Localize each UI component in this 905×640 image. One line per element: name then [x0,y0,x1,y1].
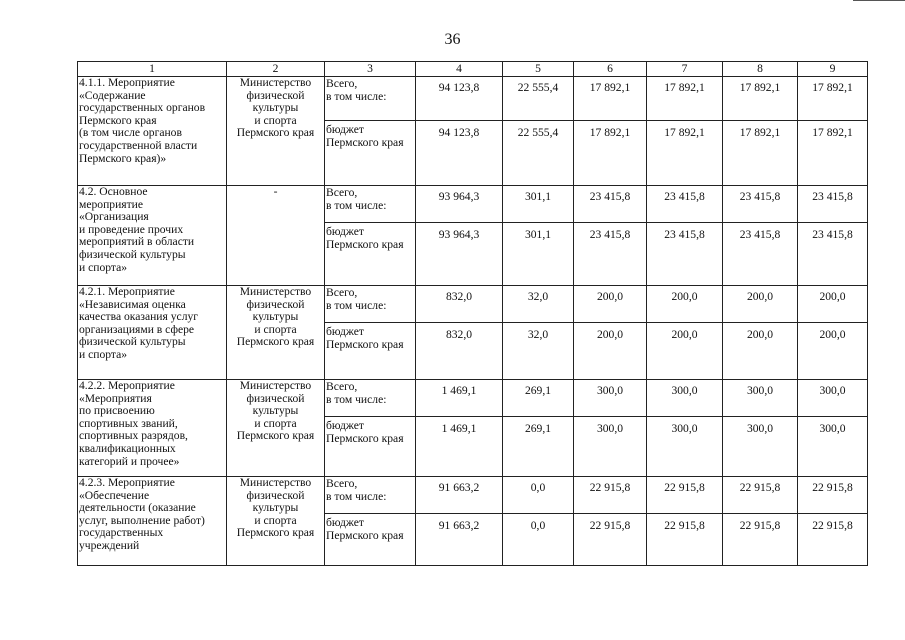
amount-cell: 91 663,2 [416,477,503,514]
amount-cell: 200,0 [574,323,647,380]
text-line: бюджет [326,419,364,432]
text-line: культуры [252,310,299,324]
column-number: 6 [574,62,647,77]
text-line: физической [246,88,305,102]
text-line: Министерство [239,285,312,298]
text-line: по присвоению [79,404,155,418]
amount-cell: 17 892,1 [798,121,868,186]
amount-cell: 17 892,1 [574,121,647,186]
column-number: 8 [723,62,798,77]
funding-source-cell [325,514,416,566]
funding-source-cell [325,477,416,514]
amount-cell: 200,0 [647,286,723,323]
text-line: Всего, [326,477,358,490]
text-line: мероприятий в области [79,235,195,249]
text-line: деятельности (оказание [79,501,196,515]
text-line: мероприятие [79,197,144,211]
amount-cell: 1 469,1 [416,380,503,417]
amount-cell: 300,0 [574,380,647,417]
text-line: 4.2.3. Мероприятие [79,476,175,489]
table-row-total [78,286,868,323]
amount-cell: 17 892,1 [723,77,798,121]
text-line: «Организация [79,210,149,224]
funding-source-cell [325,286,416,323]
amount-cell: 300,0 [798,380,868,417]
amount-cell: 32,0 [503,323,574,380]
page-edge-mark [853,0,905,3]
text-line: в том числе: [326,198,387,212]
amount-cell: 32,0 [503,286,574,323]
text-line: «Обеспечение [79,488,150,502]
amount-cell: 200,0 [723,286,798,323]
column-number: 3 [325,62,416,77]
text-line: государственной власти [79,138,198,152]
text-line: Пермского края [236,429,315,443]
table-row-total [78,477,868,514]
funding-source-cell [325,417,416,477]
amount-cell: 300,0 [574,417,647,477]
executor-cell [227,380,325,477]
text-line: услуг, выполнение работ) [79,513,205,527]
text-line: физической культуры [79,247,186,261]
amount-cell: 300,0 [723,380,798,417]
text-line: и спорта» [79,260,128,274]
amount-cell: 301,1 [503,186,574,223]
amount-cell: 0,0 [503,514,574,566]
amount-cell: 17 892,1 [798,77,868,121]
budget-table [77,61,868,566]
text-line: бюджет [326,225,364,238]
table-row-total [78,186,868,223]
amount-cell: 17 892,1 [723,121,798,186]
executor-cell [227,77,325,186]
column-number: 4 [416,62,503,77]
text-line: «Мероприятия [79,391,152,405]
text-line: Всего, [326,380,358,393]
amount-cell: 200,0 [574,286,647,323]
column-number: 2 [227,62,325,77]
text-line: спортивных разрядов, [79,429,188,443]
text-line: культуры [252,101,299,115]
text-line: в том числе: [326,392,387,406]
amount-cell: 0,0 [503,477,574,514]
executor-cell [227,477,325,566]
text-line: Министерство [239,476,312,489]
text-line: Пермского края [326,237,404,251]
amount-cell: 200,0 [798,286,868,323]
text-line: бюджет [326,325,364,338]
text-line: «Независимая оценка [79,297,186,311]
text-line: (в том числе органов [79,126,182,140]
text-line: культуры [252,404,299,418]
amount-cell: 94 123,8 [416,121,503,186]
text-line: государственных органов [79,101,206,115]
text-line: учреждений [79,538,140,552]
amount-cell: 22 915,8 [574,477,647,514]
text-line: Министерство [239,76,312,89]
column-number: 5 [503,62,574,77]
amount-cell: 22 915,8 [798,477,868,514]
amount-cell: 17 892,1 [647,121,723,186]
activity-name-cell [78,286,227,380]
text-line: в том числе: [326,89,387,103]
table-row-total [78,380,868,417]
table-row-total [78,77,868,121]
text-line: Всего, [326,286,358,299]
text-line: Пермского края [236,335,315,349]
executor-cell [227,186,325,286]
activity-name-cell [78,186,227,286]
amount-cell: 22 555,4 [503,77,574,121]
amount-cell: 93 964,3 [416,223,503,286]
amount-cell: 269,1 [503,380,574,417]
column-number: 9 [798,62,868,77]
text-line: Пермского края [326,528,404,542]
amount-cell: 23 415,8 [574,223,647,286]
text-line: организациями в сфере [79,322,195,336]
activity-name-cell [78,77,227,186]
text-line: качества оказания услуг [79,310,199,324]
table-body [78,77,868,566]
amount-cell: 17 892,1 [574,77,647,121]
activity-name-cell [78,477,227,566]
text-line: Всего, [326,77,358,90]
text-line: и спорта [254,113,297,127]
amount-cell: 832,0 [416,323,503,380]
text-line: Пермского края [79,113,157,127]
text-line: физической [246,297,305,311]
amount-cell: 22 915,8 [723,477,798,514]
text-line: в том числе: [326,489,387,503]
text-line: и спорта [254,513,297,527]
text-line: в том числе: [326,298,387,312]
amount-cell: 94 123,8 [416,77,503,121]
column-number: 7 [647,62,723,77]
amount-cell: 200,0 [647,323,723,380]
amount-cell: 300,0 [798,417,868,477]
funding-source-cell [325,186,416,223]
amount-cell: 269,1 [503,417,574,477]
text-line: государственных [79,526,164,540]
funding-source-cell [325,323,416,380]
amount-cell: 832,0 [416,286,503,323]
funding-source-cell [325,380,416,417]
text-line: бюджет [326,123,364,136]
funding-source-cell [325,77,416,121]
page-number: 36 [444,31,461,48]
amount-cell: 17 892,1 [647,77,723,121]
text-line: квалификационных [79,441,176,455]
text-line: спортивных званий, [79,416,178,430]
amount-cell: 93 964,3 [416,186,503,223]
amount-cell: 1 469,1 [416,417,503,477]
amount-cell: 23 415,8 [723,186,798,223]
executor-cell [227,286,325,380]
amount-cell: 23 415,8 [647,223,723,286]
text-line: Пермского края [236,126,315,140]
amount-cell: 23 415,8 [798,186,868,223]
amount-cell: 91 663,2 [416,514,503,566]
amount-cell: 23 415,8 [574,186,647,223]
funding-source-cell [325,121,416,186]
amount-cell: 22 555,4 [503,121,574,186]
amount-cell: 23 415,8 [647,186,723,223]
text-line: физической [246,391,305,405]
text-line: физической [246,488,305,502]
amount-cell: 22 915,8 [647,477,723,514]
text-line: «Содержание [79,88,146,102]
funding-source-cell [325,223,416,286]
amount-cell: 23 415,8 [798,223,868,286]
text-line: 4.2.2. Мероприятие [79,379,175,392]
text-line: бюджет [326,516,364,529]
amount-cell: 300,0 [723,417,798,477]
text-line: Пермского края)» [79,151,167,165]
amount-cell: 200,0 [798,323,868,380]
text-line: 4.1.1. Мероприятие [79,76,175,89]
text-line: Пермского края [326,337,404,351]
text-line: Пермского края [236,526,315,540]
column-number-row [78,62,868,77]
column-number: 1 [78,62,227,77]
text-line: и проведение прочих [79,222,184,236]
text-line: культуры [252,501,299,515]
text-line: физической культуры [79,335,186,349]
amount-cell: 23 415,8 [723,223,798,286]
amount-cell: 22 915,8 [574,514,647,566]
text-line: Всего, [326,186,358,199]
amount-cell: 200,0 [723,323,798,380]
text-line: Пермского края [326,135,404,149]
text-line: 4.2.1. Мероприятие [79,285,175,298]
text-line: и спорта [254,416,297,430]
amount-cell: 301,1 [503,223,574,286]
text-line: Министерство [239,379,312,392]
text-line: категорий и прочее» [79,454,180,468]
text-line: 4.2. Основное [79,185,148,198]
text-line: Пермского края [326,431,404,445]
amount-cell: 300,0 [647,417,723,477]
amount-cell: 22 915,8 [647,514,723,566]
text-line: и спорта» [79,347,128,361]
text-line: - [273,185,278,198]
amount-cell: 22 915,8 [798,514,868,566]
activity-name-cell [78,380,227,477]
text-line: и спорта [254,322,297,336]
amount-cell: 300,0 [647,380,723,417]
amount-cell: 22 915,8 [723,514,798,566]
